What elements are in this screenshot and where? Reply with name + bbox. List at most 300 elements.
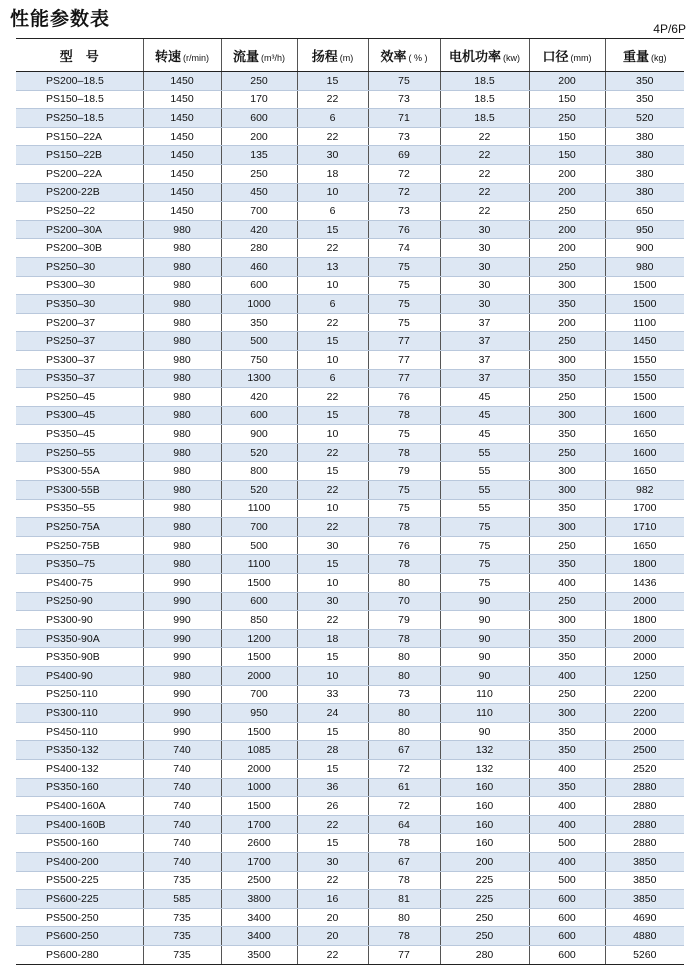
model-cell: PS500-160 (16, 834, 143, 853)
weight-cell: 2520 (605, 759, 684, 778)
caliber-cell: 200 (529, 313, 605, 332)
weight-cell: 1500 (605, 388, 684, 407)
efficiency-cell: 72 (368, 164, 440, 183)
power-cell: 30 (440, 239, 529, 258)
power-cell: 90 (440, 667, 529, 686)
power-cell: 45 (440, 406, 529, 425)
weight-cell: 2200 (605, 704, 684, 723)
caliber-cell: 350 (529, 722, 605, 741)
header-label: 电机功率 (448, 48, 501, 64)
flow-cell: 900 (221, 425, 297, 444)
flow-cell: 850 (221, 611, 297, 630)
efficiency-cell: 61 (368, 778, 440, 797)
head-cell: 10 (297, 276, 368, 295)
efficiency-cell: 75 (368, 276, 440, 295)
weight-cell: 5260 (605, 945, 684, 964)
power-cell: 75 (440, 574, 529, 593)
head-cell: 33 (297, 685, 368, 704)
power-cell: 90 (440, 592, 529, 611)
model-cell: PS350-132 (16, 741, 143, 760)
caliber-cell: 250 (529, 202, 605, 221)
flow-cell: 700 (221, 202, 297, 221)
flow-cell: 1700 (221, 815, 297, 834)
performance-table (16, 38, 684, 965)
flow-cell: 520 (221, 481, 297, 500)
power-cell: 90 (440, 648, 529, 667)
model-cell: PS300-55A (16, 462, 143, 481)
table-row (16, 908, 684, 927)
caliber-cell: 300 (529, 704, 605, 723)
speed-cell: 980 (143, 462, 221, 481)
flow-cell: 1300 (221, 369, 297, 388)
weight-cell: 1800 (605, 555, 684, 574)
weight-cell: 350 (605, 72, 684, 91)
power-cell: 30 (440, 276, 529, 295)
caliber-cell: 600 (529, 908, 605, 927)
weight-cell: 3850 (605, 871, 684, 890)
head-cell: 22 (297, 481, 368, 500)
power-cell: 30 (440, 295, 529, 314)
header-label: 重量 (622, 48, 649, 64)
power-header (440, 39, 529, 72)
efficiency-cell: 72 (368, 797, 440, 816)
weight-cell: 1800 (605, 611, 684, 630)
page-title: 性能参数表 (10, 8, 111, 30)
head-cell: 15 (297, 648, 368, 667)
efficiency-cell: 77 (368, 945, 440, 964)
flow-cell: 460 (221, 257, 297, 276)
model-cell: PS250–30 (16, 257, 143, 276)
power-cell: 22 (440, 183, 529, 202)
head-cell: 22 (297, 127, 368, 146)
weight-cell: 2000 (605, 592, 684, 611)
efficiency-cell: 78 (368, 927, 440, 946)
efficiency-cell: 73 (368, 202, 440, 221)
flow-cell: 1100 (221, 555, 297, 574)
flow-header (221, 39, 297, 72)
table-row (16, 462, 684, 481)
flow-cell: 250 (221, 72, 297, 91)
efficiency-cell: 71 (368, 109, 440, 128)
efficiency-cell: 80 (368, 667, 440, 686)
weight-cell: 3850 (605, 852, 684, 871)
head-cell: 24 (297, 704, 368, 723)
table-row (16, 852, 684, 871)
weight-cell: 4690 (605, 908, 684, 927)
efficiency-cell: 78 (368, 406, 440, 425)
header-unit: (r/min) (183, 52, 209, 63)
power-cell: 37 (440, 313, 529, 332)
efficiency-header (368, 39, 440, 72)
power-cell: 18.5 (440, 109, 529, 128)
speed-header (143, 39, 221, 72)
efficiency-cell: 80 (368, 648, 440, 667)
model-cell: PS350–37 (16, 369, 143, 388)
header-label: 型 号 (59, 48, 99, 64)
efficiency-cell: 69 (368, 146, 440, 165)
efficiency-cell: 81 (368, 890, 440, 909)
head-cell: 15 (297, 332, 368, 351)
caliber-cell: 500 (529, 871, 605, 890)
model-cell: PS350-90B (16, 648, 143, 667)
table-row (16, 220, 684, 239)
table-row (16, 164, 684, 183)
header-label: 口径 (542, 48, 569, 64)
head-cell: 36 (297, 778, 368, 797)
weight-cell: 1650 (605, 462, 684, 481)
speed-cell: 980 (143, 313, 221, 332)
flow-cell: 1000 (221, 778, 297, 797)
model-cell: PS200–18.5 (16, 72, 143, 91)
caliber-cell: 300 (529, 276, 605, 295)
weight-cell: 1650 (605, 536, 684, 555)
head-cell: 15 (297, 462, 368, 481)
model-cell: PS400-160A (16, 797, 143, 816)
flow-cell: 450 (221, 183, 297, 202)
head-cell: 22 (297, 871, 368, 890)
head-cell: 22 (297, 443, 368, 462)
head-cell: 22 (297, 90, 368, 109)
table-row (16, 72, 684, 91)
table-row (16, 815, 684, 834)
power-cell: 75 (440, 536, 529, 555)
table-row (16, 443, 684, 462)
model-cell: PS250-90 (16, 592, 143, 611)
head-cell: 15 (297, 72, 368, 91)
head-cell: 30 (297, 592, 368, 611)
power-cell: 90 (440, 611, 529, 630)
efficiency-cell: 79 (368, 462, 440, 481)
efficiency-cell: 80 (368, 908, 440, 927)
caliber-cell: 250 (529, 332, 605, 351)
efficiency-cell: 76 (368, 388, 440, 407)
efficiency-cell: 74 (368, 239, 440, 258)
speed-cell: 1450 (143, 90, 221, 109)
flow-cell: 170 (221, 90, 297, 109)
power-cell: 30 (440, 220, 529, 239)
flow-cell: 3400 (221, 908, 297, 927)
power-cell: 37 (440, 350, 529, 369)
speed-cell: 980 (143, 239, 221, 258)
efficiency-cell: 79 (368, 611, 440, 630)
model-cell: PS250-110 (16, 685, 143, 704)
speed-cell: 740 (143, 741, 221, 760)
flow-cell: 950 (221, 704, 297, 723)
table-body (16, 72, 684, 965)
head-cell: 22 (297, 388, 368, 407)
caliber-cell: 250 (529, 685, 605, 704)
caliber-cell: 350 (529, 648, 605, 667)
model-cell: PS450-110 (16, 722, 143, 741)
weight-cell: 2000 (605, 629, 684, 648)
head-cell: 10 (297, 350, 368, 369)
weight-cell: 380 (605, 127, 684, 146)
weight-cell: 1700 (605, 499, 684, 518)
caliber-cell: 300 (529, 350, 605, 369)
table-row (16, 425, 684, 444)
caliber-cell: 200 (529, 164, 605, 183)
flow-cell: 1500 (221, 722, 297, 741)
table-row (16, 90, 684, 109)
table-row (16, 536, 684, 555)
power-cell: 45 (440, 388, 529, 407)
caliber-cell: 300 (529, 462, 605, 481)
table-row (16, 481, 684, 500)
caliber-cell: 200 (529, 239, 605, 258)
head-cell: 30 (297, 536, 368, 555)
flow-cell: 600 (221, 406, 297, 425)
head-cell: 13 (297, 257, 368, 276)
power-cell: 250 (440, 927, 529, 946)
model-cell: PS350–75 (16, 555, 143, 574)
table-row (16, 648, 684, 667)
speed-cell: 980 (143, 388, 221, 407)
header-label: 流量 (232, 48, 259, 64)
weight-cell: 2000 (605, 648, 684, 667)
speed-cell: 980 (143, 406, 221, 425)
table-row (16, 257, 684, 276)
weight-cell: 1550 (605, 369, 684, 388)
caliber-cell: 600 (529, 890, 605, 909)
header-label: 效率 (380, 48, 407, 64)
caliber-cell: 150 (529, 90, 605, 109)
caliber-cell: 400 (529, 797, 605, 816)
model-cell: PS250–37 (16, 332, 143, 351)
power-cell: 225 (440, 890, 529, 909)
speed-cell: 1450 (143, 109, 221, 128)
caliber-cell: 250 (529, 388, 605, 407)
head-cell: 15 (297, 722, 368, 741)
model-cell: PS300-55B (16, 481, 143, 500)
power-cell: 160 (440, 797, 529, 816)
flow-cell: 600 (221, 109, 297, 128)
power-cell: 225 (440, 871, 529, 890)
power-cell: 90 (440, 722, 529, 741)
speed-cell: 990 (143, 704, 221, 723)
flow-cell: 2000 (221, 667, 297, 686)
table-row (16, 183, 684, 202)
power-cell: 75 (440, 518, 529, 537)
weight-cell: 1500 (605, 276, 684, 295)
speed-cell: 740 (143, 797, 221, 816)
flow-cell: 3500 (221, 945, 297, 964)
weight-cell: 3850 (605, 890, 684, 909)
flow-cell: 700 (221, 518, 297, 537)
model-cell: PS300–30 (16, 276, 143, 295)
table-row (16, 239, 684, 258)
table-row (16, 406, 684, 425)
head-cell: 30 (297, 146, 368, 165)
head-cell: 18 (297, 629, 368, 648)
speed-cell: 1450 (143, 164, 221, 183)
caliber-cell: 300 (529, 406, 605, 425)
caliber-cell: 250 (529, 536, 605, 555)
power-cell: 22 (440, 146, 529, 165)
power-cell: 132 (440, 741, 529, 760)
caliber-cell: 400 (529, 815, 605, 834)
power-cell: 22 (440, 127, 529, 146)
model-cell: PS250–18.5 (16, 109, 143, 128)
head-cell: 15 (297, 220, 368, 239)
table-header-row (16, 39, 684, 72)
head-cell: 22 (297, 815, 368, 834)
header-label: 扬程 (311, 48, 338, 64)
weight-cell: 380 (605, 164, 684, 183)
power-cell: 160 (440, 815, 529, 834)
model-cell: PS200–30B (16, 239, 143, 258)
speed-cell: 980 (143, 443, 221, 462)
head-cell: 10 (297, 574, 368, 593)
power-cell: 22 (440, 202, 529, 221)
flow-cell: 1000 (221, 295, 297, 314)
model-cell: PS500-250 (16, 908, 143, 927)
weight-cell: 380 (605, 183, 684, 202)
speed-cell: 980 (143, 481, 221, 500)
speed-cell: 740 (143, 778, 221, 797)
model-cell: PS200–30A (16, 220, 143, 239)
model-cell: PS600-280 (16, 945, 143, 964)
efficiency-cell: 77 (368, 350, 440, 369)
head-cell: 15 (297, 759, 368, 778)
flow-cell: 280 (221, 239, 297, 258)
efficiency-cell: 75 (368, 425, 440, 444)
speed-cell: 980 (143, 555, 221, 574)
table-row (16, 927, 684, 946)
head-cell: 15 (297, 406, 368, 425)
weight-cell: 520 (605, 109, 684, 128)
power-cell: 55 (440, 499, 529, 518)
header-unit: ( % ) (408, 52, 428, 63)
head-cell: 6 (297, 202, 368, 221)
weight-cell: 1550 (605, 350, 684, 369)
speed-cell: 1450 (143, 127, 221, 146)
head-cell: 22 (297, 518, 368, 537)
efficiency-cell: 78 (368, 629, 440, 648)
efficiency-cell: 67 (368, 741, 440, 760)
weight-cell: 1600 (605, 443, 684, 462)
head-cell: 22 (297, 313, 368, 332)
efficiency-cell: 73 (368, 127, 440, 146)
efficiency-cell: 75 (368, 295, 440, 314)
weight-cell: 980 (605, 257, 684, 276)
efficiency-cell: 64 (368, 815, 440, 834)
head-cell: 22 (297, 611, 368, 630)
table-row (16, 685, 684, 704)
flow-cell: 500 (221, 332, 297, 351)
flow-cell: 1100 (221, 499, 297, 518)
speed-cell: 980 (143, 332, 221, 351)
table-row (16, 202, 684, 221)
model-cell: PS150–18.5 (16, 90, 143, 109)
model-cell: PS300–45 (16, 406, 143, 425)
speed-cell: 990 (143, 592, 221, 611)
table-row (16, 834, 684, 853)
flow-cell: 2600 (221, 834, 297, 853)
efficiency-cell: 73 (368, 90, 440, 109)
caliber-cell: 300 (529, 518, 605, 537)
head-cell: 6 (297, 295, 368, 314)
flow-cell: 1200 (221, 629, 297, 648)
caliber-header (529, 39, 605, 72)
caliber-cell: 150 (529, 127, 605, 146)
weight-cell: 650 (605, 202, 684, 221)
flow-cell: 1500 (221, 574, 297, 593)
power-cell: 132 (440, 759, 529, 778)
head-cell: 10 (297, 667, 368, 686)
efficiency-cell: 67 (368, 852, 440, 871)
speed-cell: 735 (143, 871, 221, 890)
table-row (16, 759, 684, 778)
weight-cell: 1450 (605, 332, 684, 351)
power-cell: 55 (440, 443, 529, 462)
speed-cell: 990 (143, 611, 221, 630)
model-header (16, 39, 143, 72)
model-cell: PS300-110 (16, 704, 143, 723)
flow-cell: 700 (221, 685, 297, 704)
efficiency-cell: 78 (368, 518, 440, 537)
table-row (16, 890, 684, 909)
speed-cell: 740 (143, 834, 221, 853)
model-cell: PS250–22 (16, 202, 143, 221)
model-cell: PS400-132 (16, 759, 143, 778)
flow-cell: 420 (221, 388, 297, 407)
table-row (16, 722, 684, 741)
speed-cell: 740 (143, 852, 221, 871)
weight-cell: 1500 (605, 295, 684, 314)
model-cell: PS400-75 (16, 574, 143, 593)
table-row (16, 295, 684, 314)
model-cell: PS350-160 (16, 778, 143, 797)
weight-cell: 380 (605, 146, 684, 165)
power-cell: 200 (440, 852, 529, 871)
table-row (16, 945, 684, 964)
head-cell: 15 (297, 555, 368, 574)
caliber-cell: 300 (529, 611, 605, 630)
power-cell: 280 (440, 945, 529, 964)
table-row (16, 276, 684, 295)
table-row (16, 611, 684, 630)
flow-cell: 2500 (221, 871, 297, 890)
speed-cell: 980 (143, 499, 221, 518)
weight-cell: 1600 (605, 406, 684, 425)
model-cell: PS250-75A (16, 518, 143, 537)
caliber-cell: 350 (529, 778, 605, 797)
head-cell: 30 (297, 852, 368, 871)
flow-cell: 3800 (221, 890, 297, 909)
speed-cell: 980 (143, 295, 221, 314)
head-cell: 20 (297, 908, 368, 927)
caliber-cell: 250 (529, 257, 605, 276)
weight-cell: 4880 (605, 927, 684, 946)
caliber-cell: 400 (529, 667, 605, 686)
speed-cell: 980 (143, 518, 221, 537)
speed-cell: 980 (143, 536, 221, 555)
model-cell: PS250–55 (16, 443, 143, 462)
efficiency-cell: 75 (368, 313, 440, 332)
table-row (16, 741, 684, 760)
efficiency-cell: 73 (368, 685, 440, 704)
power-cell: 160 (440, 778, 529, 797)
flow-cell: 600 (221, 592, 297, 611)
flow-cell: 2000 (221, 759, 297, 778)
caliber-cell: 350 (529, 499, 605, 518)
table-row (16, 555, 684, 574)
speed-cell: 735 (143, 908, 221, 927)
efficiency-cell: 77 (368, 369, 440, 388)
header-unit: (mm) (570, 52, 592, 63)
model-cell: PS350–45 (16, 425, 143, 444)
weight-cell: 350 (605, 90, 684, 109)
